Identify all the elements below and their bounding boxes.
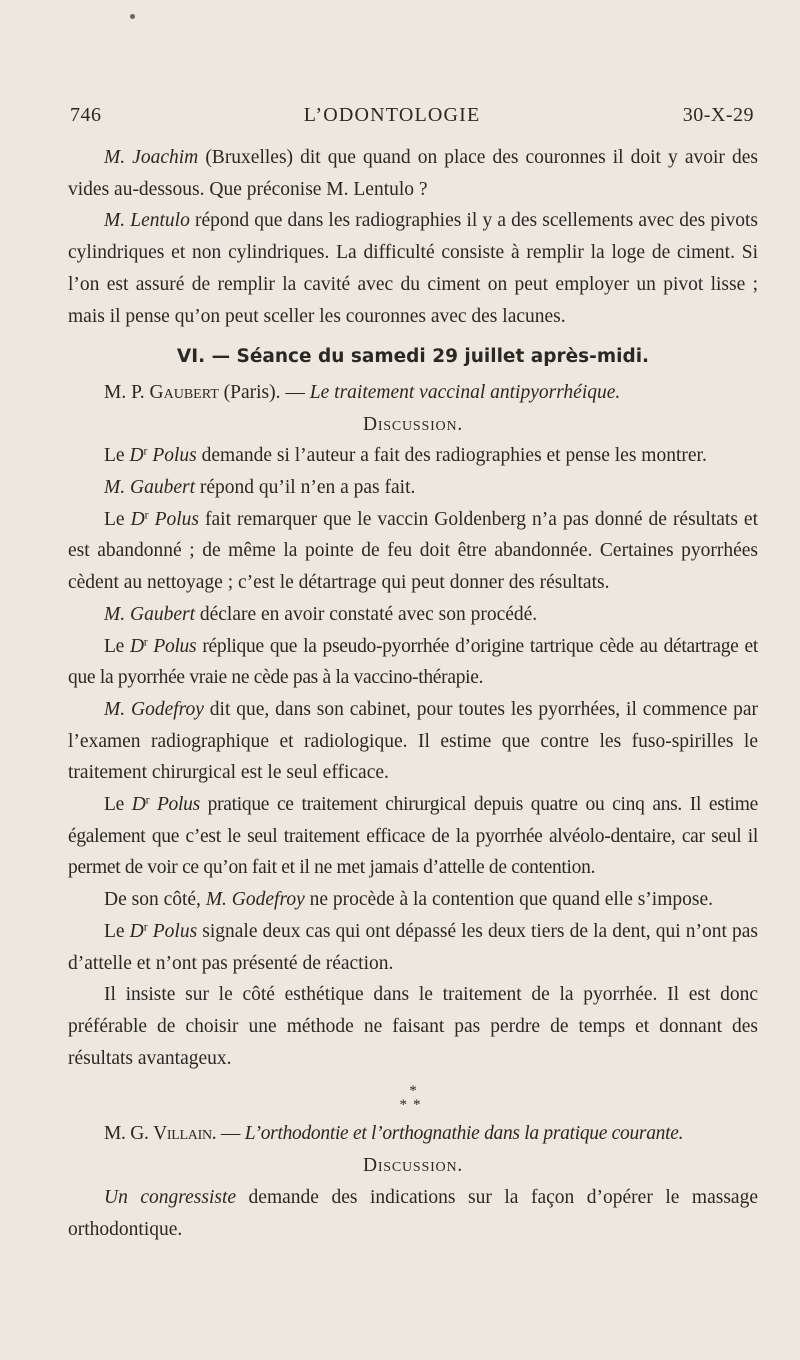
paragraph-text: signale deux cas qui ont dépassé les deux tiers de la dent, qui n’ont pas d’attelle et n’ont pas présenté de réaction. [68,920,758,974]
paragraph-text: demande si l’auteur a fait des radiographies et pense les montrer. [196,445,707,467]
discussion-heading: Discussion. [362,413,464,435]
talk-title: Le traitement vaccinal antipyorrhéique. [309,381,621,403]
speaker: M. Gaubert [104,603,195,625]
asterism-top: * [409,1083,417,1100]
doctor-abbrev: D [129,445,144,467]
doctor-sup: r [143,635,148,649]
doctor-abbrev: D [130,508,145,530]
paragraph-text: répond qu’il n’en a pas fait. [195,477,416,499]
talk-prefix: M. G. [104,1123,154,1145]
paragraph-text: ne procède à la contention que quand elle s’impose. [304,889,714,911]
talk-gaubert [68,377,758,409]
doctor-abbrev: D [129,920,144,942]
speaker: Polus [147,920,198,942]
running-header [70,104,754,127]
paragraph-lentulo [68,205,758,332]
paragraph-gaubert-2 [68,599,758,631]
doctor-sup: r [145,793,150,807]
speaker: M. Lentulo [104,210,190,232]
talk-place: (Paris). — [218,381,310,403]
article-le: Le [104,920,130,942]
speaker: M. Joachim [104,147,199,168]
issue-date: 30-X-29 [682,104,754,126]
paragraph-congressiste [68,1182,758,1245]
speaker: M. Godefroy [205,889,305,911]
speaker: Polus [148,508,200,530]
paragraph-polus-6: Il insiste sur le côté esthétique dans le traitement de la pyorrhée. Il est donc préférable de choisir une méthode ne faisant pas perdre de temps et donnant des résultats avantageux. [68,984,758,1069]
asterism [68,1084,758,1112]
doctor-sup: r [143,444,148,458]
doctor-sup: r [144,508,149,522]
article-le: Le [104,445,130,467]
paragraph-polus-2 [68,504,758,599]
paragraph-text: dit que, dans son cabinet, pour toutes les pyorrhées, il commence par l’examen radiographique et radiologique. Il estime que contre les fuso-spirilles le traitement chirurgical est le seul efficace. [68,698,758,784]
speaker: Polus [147,635,197,657]
article-le: Le [104,508,131,530]
paragraph-text: demande des indications sur la façon d’opérer le massage orthodontique. [68,1186,758,1240]
paragraph-text: répond que dans les radiographies il y a des scellements avec des pivots cylindriques et non cylindriques. La difficulté consiste à remplir la loge de ciment. Si l’on est assuré de remplir la cavité avec du ciment on peut employer un pivot lisse ; mais il pense qu’on peut sceller les couronnes avec des lacunes. [68,210,758,327]
print-dot [130,14,135,19]
paragraph-godefroy-2 [68,884,758,916]
paragraph-lead: De son côté, [104,889,206,911]
paragraph-text: (Bruxelles) dit que quand on place des couronnes il doit y avoir des vides au-dessous. Que préconise M. Lentulo ? [68,147,758,200]
discussion-heading-2: Discussion. [362,1155,464,1177]
paragraph-polus-4 [68,789,758,884]
paragraph-text: déclare en avoir constaté avec son procédé. [195,603,538,625]
paragraph-polus-5 [68,916,758,979]
paragraph-polus-3 [68,631,758,694]
speaker: M. Gaubert [104,477,195,499]
article-le: Le [104,794,132,816]
running-title: L’ODONTOLOGIE [303,104,481,126]
speaker: Polus [147,445,197,467]
section-heading: VI. — Séance du samedi 29 juillet après-midi. [176,346,650,368]
speaker: Polus [149,794,200,816]
paragraph-godefroy-1 [68,694,758,789]
paragraph-text: réplique que la pseudo-pyorrhée d’origine tartrique cède au détartrage et que la pyorrhée vraie ne cède pas à la vaccino-thérapie. [68,635,759,689]
talk-author: Villain [153,1123,212,1145]
talk-dash: . — [211,1123,245,1145]
paragraph-text: fait remarquer que le vaccin Goldenberg n’a pas donné de résultats et est abandonné ; de même la pointe de feu doit être abandonnée. Certaines pyorrhées cèdent au nettoyage ; c’est le détartrage qui peut donner des résultats. [68,508,759,594]
page-number: 746 [70,104,102,126]
talk-prefix: M. P. [104,381,150,403]
asterism-bottom: ** [399,1097,427,1114]
paragraph-text: pratique ce traitement chirurgical depuis quatre ou cinq ans. Il estime également que c’est le seul traitement efficace de la pyorrhée alvéolo-dentaire, car seul il permet de voir ce qu’on fait et il ne met jamais d’attelle de contention. [68,794,759,879]
doctor-abbrev: D [129,635,144,657]
talk-villain [68,1118,758,1150]
article-le: Le [104,635,130,657]
paragraph-polus-1 [68,440,758,472]
doctor-abbrev: D [131,794,146,816]
paragraph-joachim [68,142,758,205]
paragraph-gaubert-1 [68,472,758,504]
article-body [68,142,758,1245]
speaker: M. Godefroy [104,698,204,720]
speaker: Un congressiste [104,1186,237,1208]
talk-title: L’orthodontie et l’orthognathie dans la pratique courante. [244,1123,684,1145]
talk-author: Gaubert [149,381,219,403]
doctor-sup: r [143,920,148,934]
